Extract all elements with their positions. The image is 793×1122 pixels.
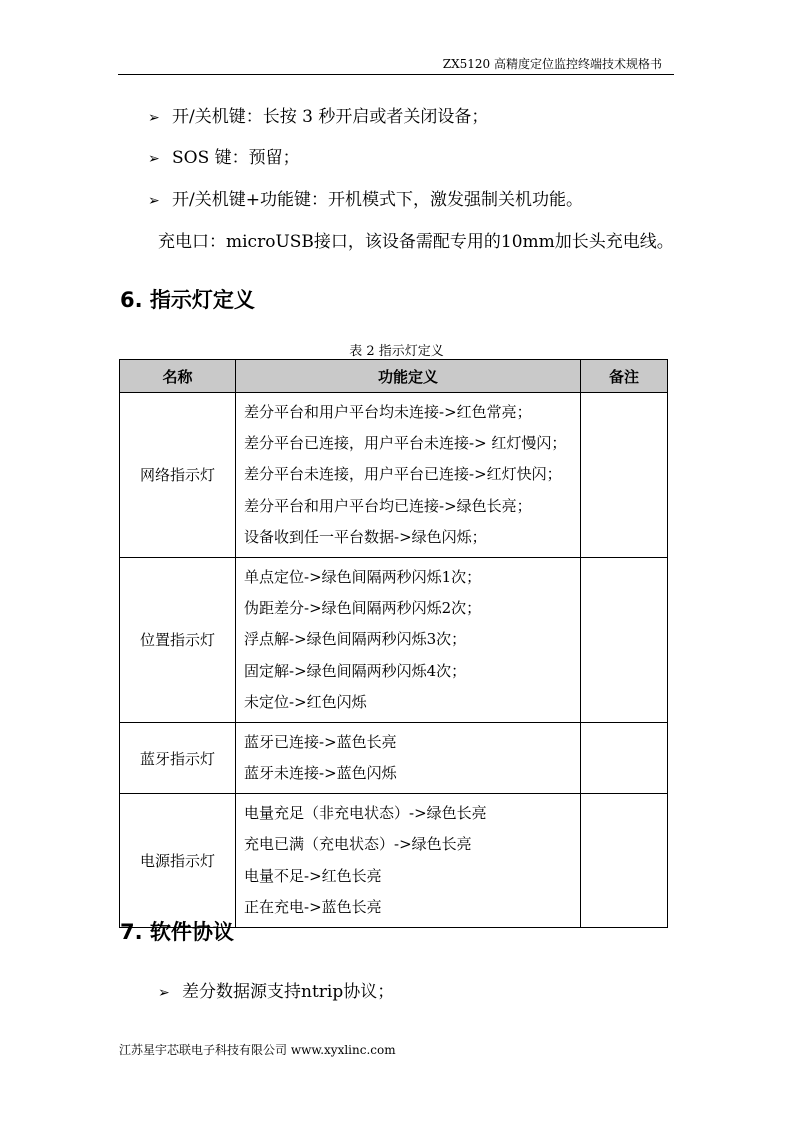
table-caption: 表 2 指示灯定义	[349, 344, 444, 359]
function-line: 电量充足（非充电状态）->绿色长亮	[244, 804, 487, 823]
function-line: 单点定位->绿色间隔两秒闪烁1次；	[244, 567, 482, 586]
charge-port-paragraph: 充电口：microUSB接口，该设备需配专用的10mm加长头充电线。	[158, 232, 674, 252]
row-function	[236, 722, 581, 793]
row-note	[581, 722, 668, 793]
function-line: 未定位->红色闪烁	[244, 692, 367, 711]
bullet-text: 开/关机键+功能键：开机模式下，激发强制关机功能。	[172, 190, 583, 210]
row-name: 电源指示灯	[120, 794, 236, 928]
section-6-heading: 6. 指示灯定义	[120, 288, 255, 312]
row-note	[581, 557, 668, 722]
section-7-heading: 7. 软件协议	[120, 920, 234, 944]
bullet-ntrip	[158, 980, 394, 1005]
function-line: 蓝牙未连接->蓝色闪烁	[244, 764, 397, 783]
bullet-force-shutdown	[148, 188, 583, 213]
row-name: 网络指示灯	[120, 393, 236, 558]
bullet-text: 差分数据源支持ntrip协议；	[182, 982, 395, 1002]
header-note: 备注	[581, 360, 668, 393]
row-function	[236, 557, 581, 722]
header-title: ZX5120 高精度定位监控终端技术规格书	[442, 57, 662, 71]
table-row	[120, 794, 668, 928]
function-line: 电量不足->红色长亮	[244, 866, 382, 885]
indicator-table	[119, 359, 668, 928]
function-line: 伪距差分->绿色间隔两秒闪烁2次；	[244, 599, 482, 618]
page-footer: 江苏星宇芯联电子科技有限公司 www.xyxlinc.com	[119, 1043, 396, 1057]
row-function	[236, 393, 581, 558]
row-note	[581, 794, 668, 928]
page-header	[118, 52, 674, 75]
table-header-row	[120, 360, 668, 393]
table-row	[120, 557, 668, 722]
bullet-power-key	[148, 105, 488, 130]
bullet-sos-key	[148, 146, 300, 171]
function-line: 差分平台和用户平台均已连接->绿色长亮；	[244, 496, 532, 515]
function-line: 固定解->绿色间隔两秒闪烁4次；	[244, 661, 467, 680]
function-line: 浮点解->绿色间隔两秒闪烁3次；	[244, 630, 467, 649]
function-line: 设备收到任一平台数据->绿色闪烁；	[244, 527, 487, 546]
row-function	[236, 794, 581, 928]
table-row	[120, 722, 668, 793]
arrow-bullet-icon: ➢	[148, 151, 160, 167]
function-line: 正在充电->蓝色长亮	[244, 897, 382, 916]
row-name: 位置指示灯	[120, 557, 236, 722]
function-line: 差分平台和用户平台均未连接->红色常亮；	[244, 403, 532, 421]
arrow-bullet-icon: ➢	[148, 193, 160, 209]
bullet-text: SOS 键：预留；	[172, 148, 300, 168]
table-row	[120, 393, 668, 558]
header-name: 名称	[120, 360, 236, 393]
function-line: 蓝牙已连接->蓝色长亮	[244, 732, 397, 751]
header-function: 功能定义	[236, 360, 581, 393]
function-line: 差分平台未连接，用户平台已连接->红灯快闪；	[244, 465, 562, 484]
row-name: 蓝牙指示灯	[120, 722, 236, 793]
bullet-text: 开/关机键：长按 3 秒开启或者关闭设备；	[172, 107, 489, 127]
function-line: 差分平台已连接，用户平台未连接-> 红灯慢闪；	[244, 434, 567, 453]
row-note	[581, 393, 668, 558]
arrow-bullet-icon: ➢	[158, 985, 170, 1001]
function-line: 充电已满（充电状态）->绿色长亮	[244, 835, 472, 854]
arrow-bullet-icon: ➢	[148, 110, 160, 126]
